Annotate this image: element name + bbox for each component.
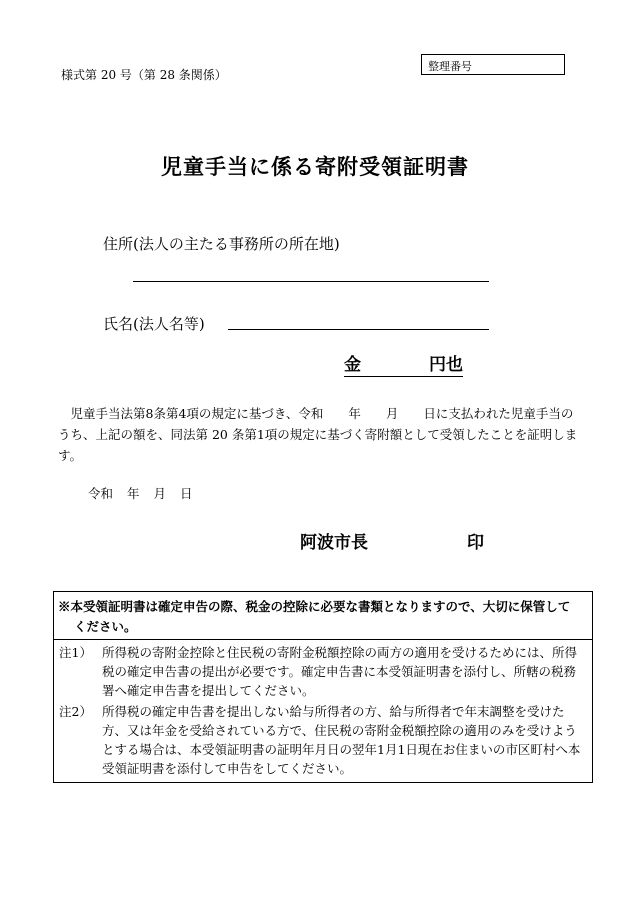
- amount-line: [344, 350, 463, 377]
- date-era: 令和: [88, 486, 114, 501]
- notice-heading-line2: ください。: [74, 619, 137, 634]
- form-number: 様式第 20 号（第 28 条関係）: [61, 68, 227, 82]
- amount-prefix: 金: [344, 355, 361, 375]
- date-day-unit: 日: [180, 486, 193, 501]
- reference-number-box: [421, 54, 565, 75]
- name-label: 氏名(法人名等): [103, 315, 205, 333]
- seal-mark: 印: [467, 533, 484, 553]
- notice-heading: [58, 597, 590, 637]
- note-1-label: 注1）: [59, 645, 92, 660]
- reference-number-label: 整理番号: [428, 60, 472, 73]
- issue-date: [88, 484, 193, 502]
- document-title: 児童手当に係る寄附受領証明書: [161, 154, 469, 179]
- notice-divider: [53, 639, 593, 640]
- certification-text: 児童手当法第8条第4項の規定に基づき、令和 年 月 日に支払われた児童手当のうち、上記の額を、同法第 20 条第1項の規定に基づく寄附額として受領したことを証明します。: [58, 406, 578, 463]
- notice-heading-line1: ※本受領証明書は確定申告の際、税金の控除に必要な書類となりますので、大切に保管して: [58, 599, 571, 614]
- note-1-text: 所得税の寄附金控除と住民税の寄附金税額控除の両方の適用を受けるためには、所得税の確定申告書の提出が必要です。確定申告書に本受領証明書を添付し、所轄の税務署へ確定申告書を提出してください。: [102, 645, 578, 698]
- issuer-name: 阿波市長: [300, 533, 368, 553]
- amount-suffix: 円也: [429, 355, 463, 375]
- date-year-unit: 年: [127, 486, 140, 501]
- note-2-label: 注2）: [59, 704, 92, 719]
- date-month-unit: 月: [153, 486, 167, 501]
- address-underline: [133, 281, 489, 282]
- address-label: 住所(法人の主たる事務所の所在地): [103, 235, 340, 253]
- note-2-text: 所得税の確定申告書を提出しない給与所得者の方、給与所得者で年末調整を受けた方、又は年金を受給されている方で、住民税の寄附金税額控除の適用のみを受けようとする場合は、本受領証明書の証明年月日の翌年1月1日現在お住まいの市区町村へ本受領証明書を添付して申告をしてください。: [102, 704, 581, 776]
- name-underline: [228, 329, 489, 330]
